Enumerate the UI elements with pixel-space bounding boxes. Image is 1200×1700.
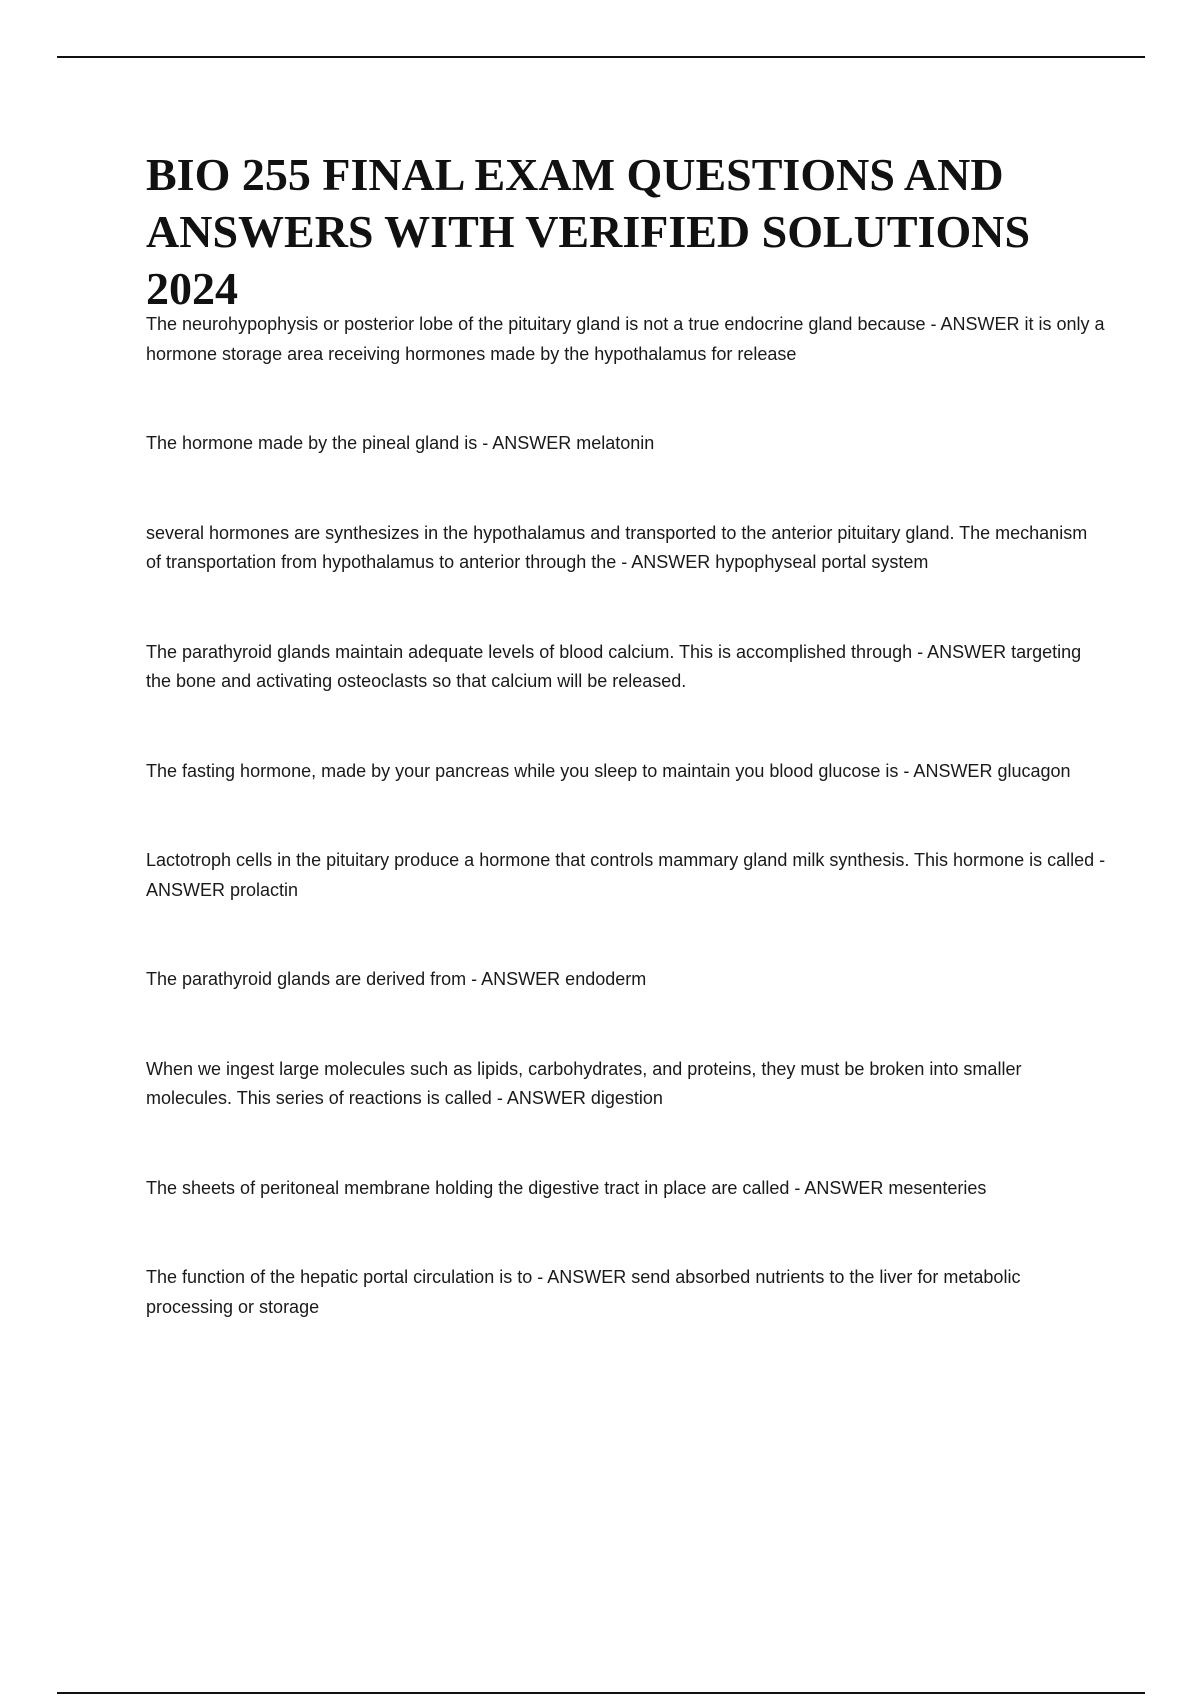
- qa-item-3: several hormones are synthesizes in the hypothalamus and transported to the anterior pituitary gland. The mechanism of transportation from hypothalamus to anterior through the - ANSWER hypophyseal portal system: [146, 522, 1088, 572]
- qa-item-1: The neurohypophysis or posterior lobe of the pituitary gland is not a true endocrine gland because - ANSWER it is only a hormone storage area receiving hormones made by the hypothalamus for release: [146, 314, 1105, 364]
- top-rule: [57, 56, 1145, 58]
- qa-list: [146, 310, 1106, 1382]
- qa-item-4: The parathyroid glands maintain adequate levels of blood calcium. This is accomplished through - ANSWER targeting the bone and activating osteoclasts so that calcium will be released.: [146, 641, 1082, 691]
- qa-item-6: Lactotroph cells in the pituitary produce a hormone that controls mammary gland milk synthesis. This hormone is called - ANSWER prolactin: [146, 850, 1106, 900]
- qa-item-7: The parathyroid glands are derived from - ANSWER endoderm: [146, 969, 647, 989]
- qa-item-5: The fasting hormone, made by your pancreas while you sleep to maintain you blood glucose is - ANSWER glucagon: [146, 760, 1071, 781]
- qa-item-10: The function of the hepatic portal circulation is to - ANSWER send absorbed nutrients to the liver for metabolic processing or storage: [146, 1267, 1021, 1317]
- qa-item-2: The hormone made by the pineal gland is - ANSWER melatonin: [146, 433, 655, 453]
- qa-item-9: The sheets of peritoneal membrane holding the digestive tract in place are called - ANSWER mesenteries: [146, 1177, 987, 1198]
- bottom-rule: [57, 1692, 1145, 1694]
- document-title: BIO 255 FINAL EXAM QUESTIONS AND ANSWERS WITH VERIFIED SOLUTIONS 2024: [146, 149, 1031, 314]
- qa-item-8: When we ingest large molecules such as lipids, carbohydrates, and proteins, they must be broken into smaller molecules. This series of reactions is called - ANSWER digestion: [146, 1058, 1022, 1108]
